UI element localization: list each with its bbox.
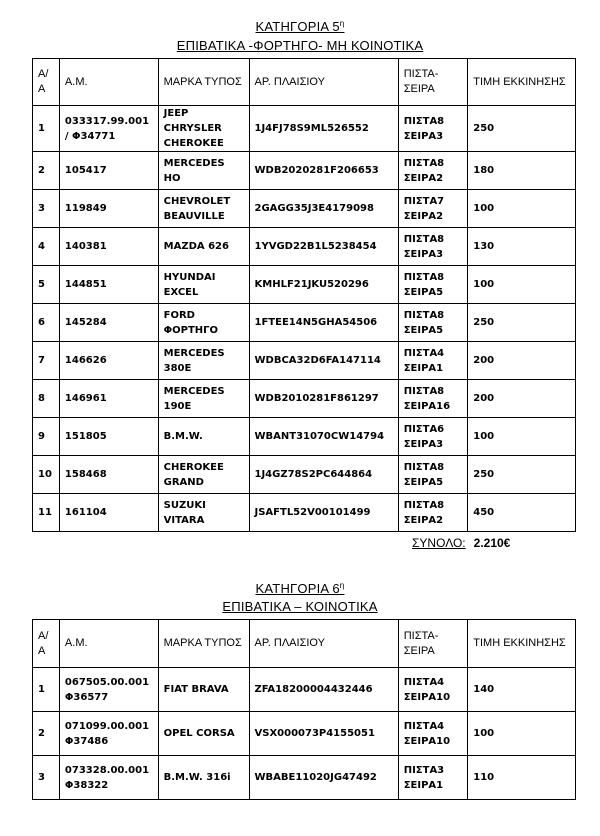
table-header-row xyxy=(33,59,576,106)
cell-price: 100 xyxy=(468,190,576,228)
cell-aa: 11 xyxy=(33,494,60,532)
cell-am: 145284 xyxy=(59,304,158,342)
header-chassis: ΑΡ. ΠΛΑΙΣΙΟΥ xyxy=(249,620,398,668)
table-row xyxy=(33,106,576,152)
cell-am: 144851 xyxy=(59,266,158,304)
cell-am: 140381 xyxy=(59,228,158,266)
table-row xyxy=(33,190,576,228)
cell-brand: MERCEDES 380E xyxy=(158,342,249,380)
category5-total xyxy=(412,536,510,550)
header-price: ΤΙΜΗ ΕΚΚΙΝΗΣΗΣ xyxy=(468,59,576,106)
cell-aa: 1 xyxy=(33,668,60,712)
cell-price: 100 xyxy=(468,418,576,456)
cell-price: 450 xyxy=(468,494,576,532)
cell-am: 033317.99.001/ Φ34771 xyxy=(59,106,158,152)
cell-price: 180 xyxy=(468,152,576,190)
table-row xyxy=(33,304,576,342)
cell-pos: ΠΙΣΤΑ6 ΣΕΙΡΑ3 xyxy=(398,418,468,456)
cell-chassis: WDB2010281F861297 xyxy=(249,380,398,418)
table-row xyxy=(33,342,576,380)
cell-chassis: WBABE11020JG47492 xyxy=(249,756,398,800)
cell-price: 200 xyxy=(468,342,576,380)
header-price: ΤΙΜΗ ΕΚΚΙΝΗΣΗΣ xyxy=(468,620,576,668)
table-row xyxy=(33,668,576,712)
cell-pos: ΠΙΣΤΑ8 ΣΕΙΡΑ2 xyxy=(398,494,468,532)
cell-pos: ΠΙΣΤΑ8 ΣΕΙΡΑ3 xyxy=(398,228,468,266)
cell-am: 067505.00.001 Φ36577 xyxy=(59,668,158,712)
cell-pos: ΠΙΣΤΑ3 ΣΕΙΡΑ1 xyxy=(398,756,468,800)
header-aa: Α/Α xyxy=(33,59,60,106)
header-aa: Α/Α xyxy=(33,620,60,668)
cell-brand: MAZDA 626 xyxy=(158,228,249,266)
table-row xyxy=(33,712,576,756)
cell-brand: JEEP CHRYSLER CHEROKEE xyxy=(158,106,249,152)
cell-chassis: ZFA18200004432446 xyxy=(249,668,398,712)
cell-price: 100 xyxy=(468,712,576,756)
header-am: Α.Μ. xyxy=(59,59,158,106)
cell-pos: ΠΙΣΤΑ8 ΣΕΙΡΑ5 xyxy=(398,266,468,304)
cell-chassis: VSX000073P4155051 xyxy=(249,712,398,756)
table-row xyxy=(33,152,576,190)
cell-aa: 4 xyxy=(33,228,60,266)
cell-brand: MERCEDES 190E xyxy=(158,380,249,418)
cell-chassis: WBANT31070CW14794 xyxy=(249,418,398,456)
cell-am: 073328.00.001 Φ38322 xyxy=(59,756,158,800)
cell-brand: OPEL CORSA xyxy=(158,712,249,756)
cell-pos: ΠΙΣΤΑ8 ΣΕΙΡΑ16 xyxy=(398,380,468,418)
total-label: ΣΥΝΟΛΟ: xyxy=(412,536,466,550)
cell-chassis: 1FTEE14N5GHA54506 xyxy=(249,304,398,342)
cell-aa: 7 xyxy=(33,342,60,380)
cell-price: 250 xyxy=(468,106,576,152)
cell-aa: 3 xyxy=(33,190,60,228)
cell-chassis: 1J4FJ78S9ML526552 xyxy=(249,106,398,152)
cell-price: 100 xyxy=(468,266,576,304)
category5-subtitle: ΕΠΙΒΑΤΙΚΑ -ΦΟΡΤΗΓΟ- ΜΗ ΚΟΙΝΟΤΙΚΑ xyxy=(176,38,424,53)
cell-brand: CHEVROLET BEAUVILLE xyxy=(158,190,249,228)
header-brand: ΜΑΡΚΑ ΤΥΠΟΣ xyxy=(158,620,249,668)
cell-brand: B.M.W. xyxy=(158,418,249,456)
header-brand: ΜΑΡΚΑ ΤΥΠΟΣ xyxy=(158,59,249,106)
cell-price: 130 xyxy=(468,228,576,266)
cell-pos: ΠΙΣΤΑ4 ΣΕΙΡΑ1 xyxy=(398,342,468,380)
table-row xyxy=(33,380,576,418)
cell-brand: FIAT BRAVA xyxy=(158,668,249,712)
cell-chassis: JSAFTL52V00101499 xyxy=(249,494,398,532)
cell-price: 140 xyxy=(468,668,576,712)
cell-pos: ΠΙΣΤΑ8 ΣΕΙΡΑ5 xyxy=(398,456,468,494)
cell-price: 250 xyxy=(468,456,576,494)
cell-pos: ΠΙΣΤΑ8 ΣΕΙΡΑ3 xyxy=(398,106,468,152)
cell-price: 200 xyxy=(468,380,576,418)
cell-brand: MERCEDES HO xyxy=(158,152,249,190)
header-am: Α.Μ. xyxy=(59,620,158,668)
table-row xyxy=(33,456,576,494)
cell-aa: 2 xyxy=(33,712,60,756)
cell-aa: 8 xyxy=(33,380,60,418)
header-pos: ΠΙΣΤΑ-ΣΕΙΡΑ xyxy=(398,59,468,106)
cell-chassis: 2GAGG35J3E4179098 xyxy=(249,190,398,228)
category6-title: ΚΑΤΗΓΟΡΙΑ $6^\eta$ xyxy=(255,581,345,596)
cell-pos: ΠΙΣΤΑ4 ΣΕΙΡΑ10 xyxy=(398,668,468,712)
cell-aa: 9 xyxy=(33,418,60,456)
cell-am: 158468 xyxy=(59,456,158,494)
cell-am: 146961 xyxy=(59,380,158,418)
cell-am: 146626 xyxy=(59,342,158,380)
cell-brand: B.M.W. 316i xyxy=(158,756,249,800)
cell-aa: 1 xyxy=(33,106,60,152)
cell-am: 071099.00.001 Φ37486 xyxy=(59,712,158,756)
cell-am: 119849 xyxy=(59,190,158,228)
cell-aa: 3 xyxy=(33,756,60,800)
header-chassis: ΑΡ. ΠΛΑΙΣΙΟΥ xyxy=(249,59,398,106)
table-header-row xyxy=(33,620,576,668)
cell-pos: ΠΙΣΤΑ7 ΣΕΙΡΑ2 xyxy=(398,190,468,228)
cell-pos: ΠΙΣΤΑ8 ΣΕΙΡΑ2 xyxy=(398,152,468,190)
cell-aa: 2 xyxy=(33,152,60,190)
cell-aa: 5 xyxy=(33,266,60,304)
category5-table xyxy=(32,58,576,532)
category6-table xyxy=(32,619,576,800)
cell-am: 105417 xyxy=(59,152,158,190)
table-row xyxy=(33,756,576,800)
cell-pos: ΠΙΣΤΑ8 ΣΕΙΡΑ5 xyxy=(398,304,468,342)
cell-aa: 10 xyxy=(33,456,60,494)
header-pos: ΠΙΣΤΑ-ΣΕΙΡΑ xyxy=(398,620,468,668)
cell-chassis: KMHLF21JKU520296 xyxy=(249,266,398,304)
cell-price: 110 xyxy=(468,756,576,800)
cell-brand: SUZUKI VITARA xyxy=(158,494,249,532)
table-row xyxy=(33,266,576,304)
cell-chassis: WDB2020281F206653 xyxy=(249,152,398,190)
category5-title: ΚΑΤΗΓΟΡΙΑ $5^\eta$ xyxy=(255,19,345,34)
table-row xyxy=(33,228,576,266)
total-value: 2.210€ xyxy=(473,536,511,550)
cell-chassis: 1J4GZ78S2PC644864 xyxy=(249,456,398,494)
category6-subtitle: ΕΠΙΒΑΤΙΚΑ – ΚΟΙΝΟΤΙΚΑ xyxy=(222,599,378,614)
table-row xyxy=(33,418,576,456)
table-row xyxy=(33,494,576,532)
cell-am: 151805 xyxy=(59,418,158,456)
cell-brand: HYUNDAI EXCEL xyxy=(158,266,249,304)
cell-aa: 6 xyxy=(33,304,60,342)
cell-brand: CHEROKEE GRAND xyxy=(158,456,249,494)
cell-chassis: WDBCA32D6FA147114 xyxy=(249,342,398,380)
cell-am: 161104 xyxy=(59,494,158,532)
cell-brand: FORD ΦΟΡΤΗΓΟ xyxy=(158,304,249,342)
cell-pos: ΠΙΣΤΑ4 ΣΕΙΡΑ10 xyxy=(398,712,468,756)
cell-chassis: 1YVGD22B1L5238454 xyxy=(249,228,398,266)
cell-price: 250 xyxy=(468,304,576,342)
